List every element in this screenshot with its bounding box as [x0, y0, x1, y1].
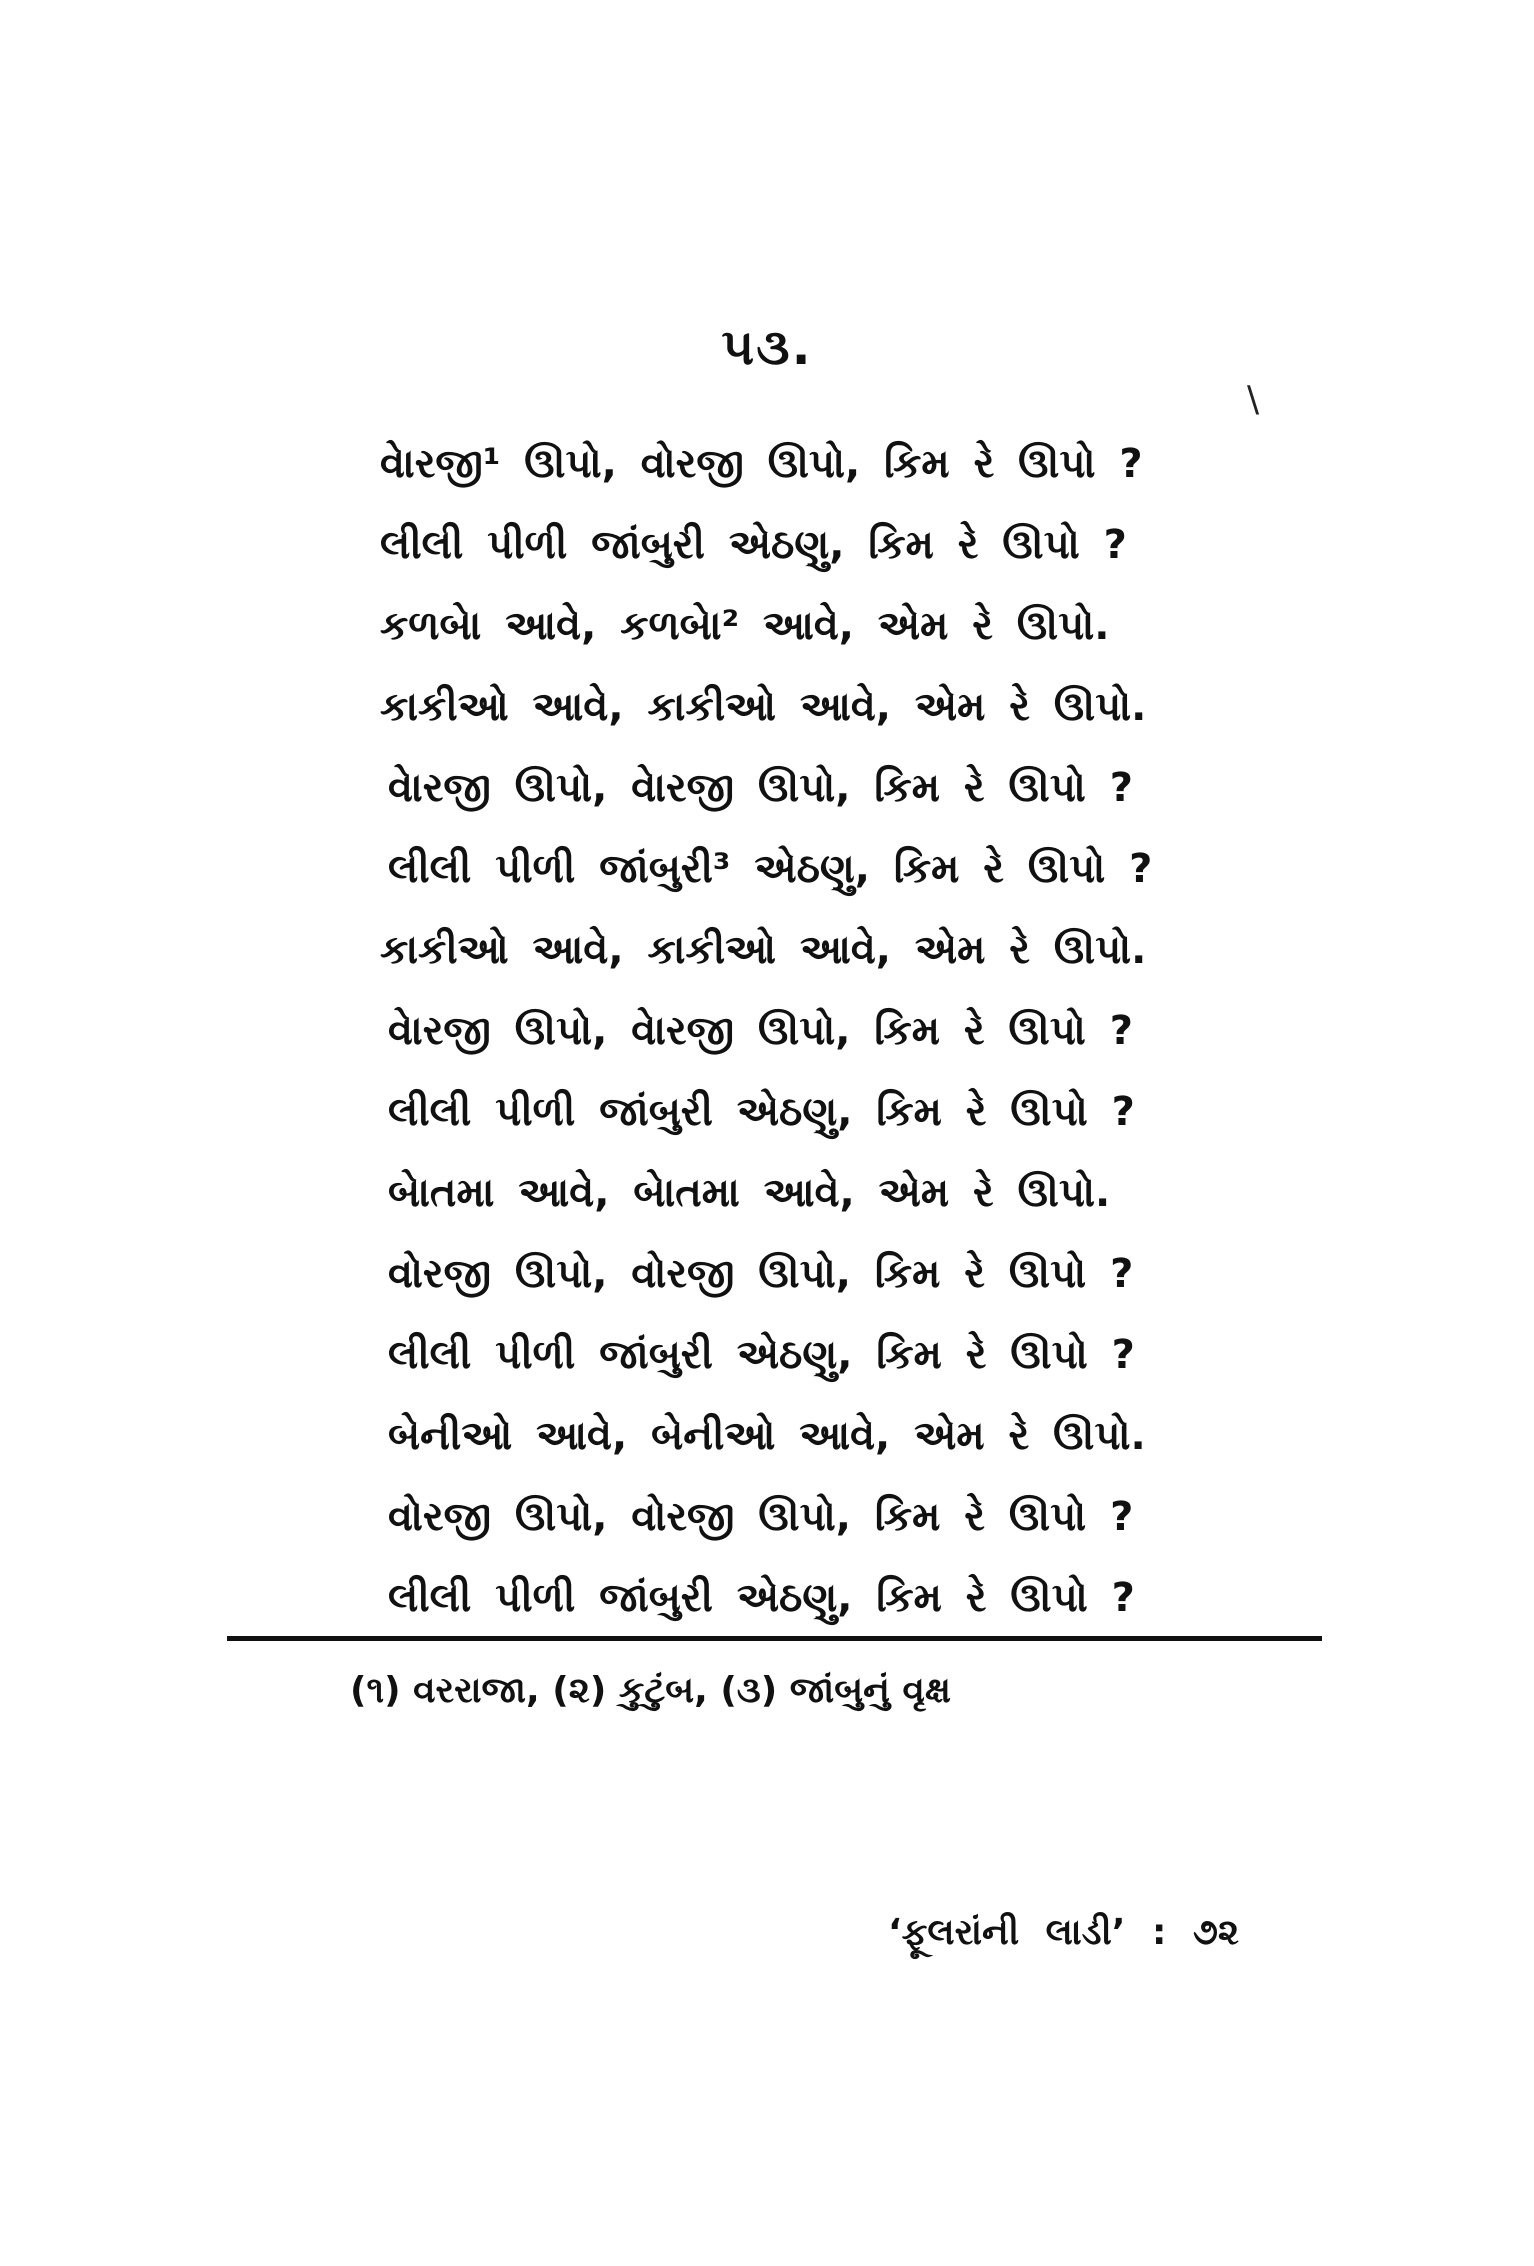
poem-line: લીલી પીળી જાંબુરી એઠણુ, કિમ રે ઊપો ?: [388, 1089, 1135, 1135]
stray-mark: \: [1247, 379, 1260, 420]
poem-line: વેારજી ઊપો, વેારજી ઊપો, કિમ રે ઊપો ?: [388, 765, 1133, 811]
poem-line: લીલી પીળી જાંબુરી એઠણુ, કિમ રે ઊપો ?: [380, 522, 1127, 568]
poem-line: વોરજી ઊપો, વોરજી ઊપો, કિમ રે ઊપો ?: [388, 1251, 1134, 1297]
poem-line: કાકીઓ આવે, કાકીઓ આવે, એમ રે ઊપો.: [380, 684, 1147, 730]
poem-line: કાકીઓ આવે, કાકીઓ આવે, એમ રે ઊપો.: [380, 927, 1147, 973]
source-reference: ‘ફૂલરાંની લાડી’ : ૭૨: [888, 1912, 1240, 1953]
footnote: (૧) વરરાજા, (૨) કુટુંબ, (૩) જાંબુનું વૃક્ષ: [350, 1670, 952, 1711]
poem-line: બેાતમા આવે, બેાતમા આવે, એમ રે ઊપો.: [388, 1170, 1111, 1216]
poem-line: લીલી પીળી જાંબુરી એઠણુ, કિમ રે ઊપો ?: [388, 1575, 1135, 1621]
poem-line: વેારજી¹ ઊપો, વોરજી ઊપો, કિમ રે ઊપો ?: [380, 441, 1143, 487]
poem-block: [380, 424, 1160, 1639]
poem-line: લીલી પીળી જાંબુરી³ એઠણુ, કિમ રે ઊપો ?: [388, 846, 1153, 892]
poem-line: વેારજી ઊપો, વેારજી ઊપો, કિમ રે ઊપો ?: [388, 1008, 1133, 1054]
poem-line: વોરજી ઊપો, વોરજી ઊપો, કિમ રે ઊપો ?: [388, 1494, 1134, 1540]
page-number-heading: ૫૩.: [721, 318, 813, 376]
poem-line: લીલી પીળી જાંબુરી એઠણુ, કિમ રે ઊપો ?: [388, 1332, 1135, 1378]
footnote-divider: [227, 1636, 1322, 1641]
poem-line: બેનીઓ આવે, બેનીઓ આવે, એમ રે ઊપો.: [388, 1413, 1146, 1459]
poem-line: કળબેા આવે, કળબેા² આવે, એમ રે ઊપો.: [380, 603, 1110, 649]
